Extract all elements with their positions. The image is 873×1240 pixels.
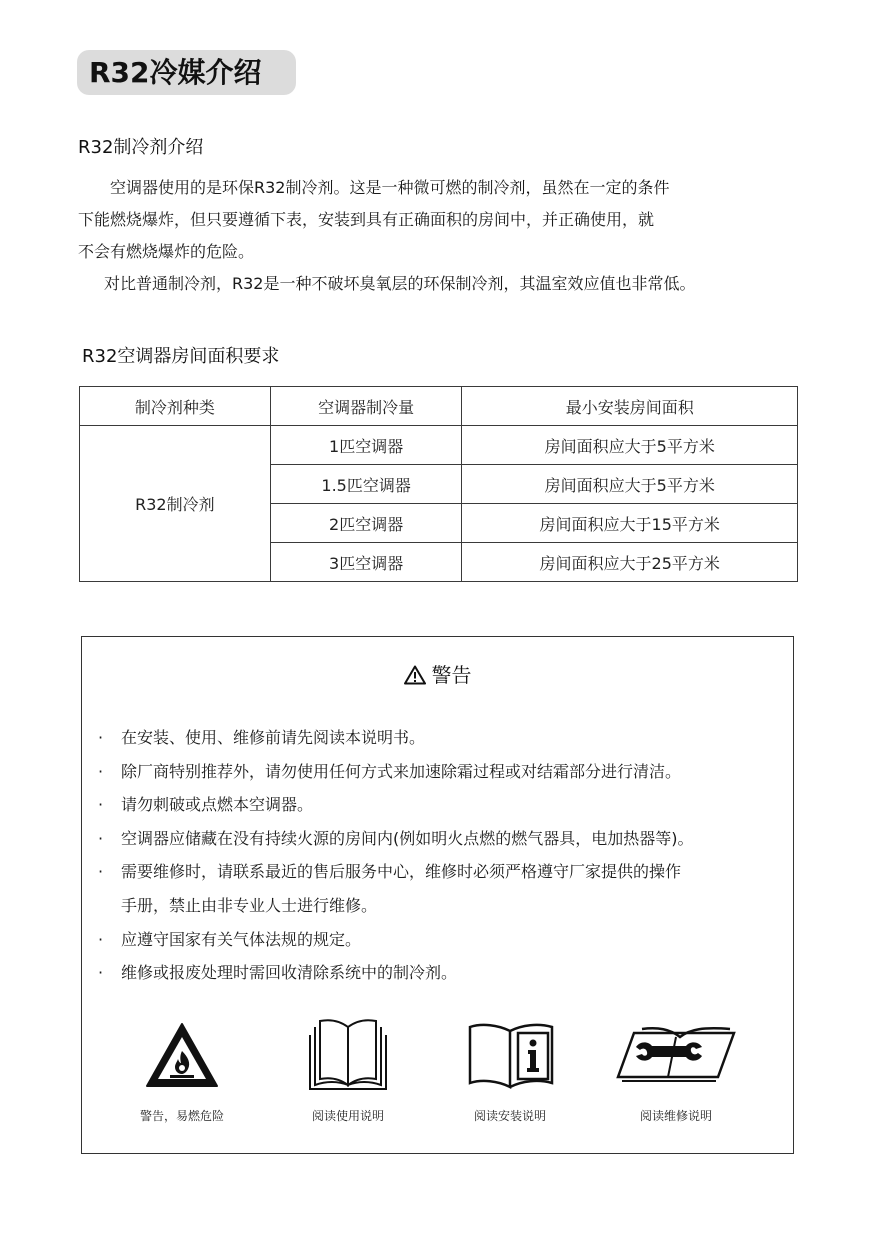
bullet: · [98,862,104,882]
warning-heading [82,659,793,688]
area-cell: 房间面积应大于5平方米 [462,426,798,465]
warning-triangle-icon [404,665,426,685]
room-area-table [79,386,798,582]
table-row [80,426,798,465]
list-item [98,923,788,957]
intro-line-4: 对比普通制冷剂，R32是一种不破坏臭氧层的环保制冷剂，其温室效应值也非常低。 [104,274,696,293]
area-cell: 房间面积应大于5平方米 [462,465,798,504]
list-item [98,855,788,922]
table-header-row [80,387,798,426]
read-manual-icon [304,1017,392,1097]
warning-text: 应遵守国家有关气体法规的规定。 [121,929,362,949]
intro-paragraph [78,172,818,300]
warning-text: 空调器应储藏在没有持续火源的房间内(例如明火点燃的燃气器具，电加热器等)。 [121,828,694,848]
warning-text: 手册，禁止由非专业人士进行维修。 [121,895,378,915]
bullet: · [98,929,104,949]
refrigerant-cell: R32制冷剂 [80,426,271,582]
header-min-area: 最小安装房间面积 [462,387,798,426]
flammable-warning-icon [144,1021,220,1093]
warning-text: 维修或报废处理时需回收清除系统中的制冷剂。 [121,963,458,983]
intro-line-2: 下能燃烧爆炸，但只要遵循下表，安装到具有正确面积的房间中，并正确使用，就 [78,210,655,229]
bullet: · [98,728,104,747]
warning-text: 请勿刺破或点燃本空调器。 [121,795,314,815]
icon-label-service-manual: 阅读维修说明 [639,1109,712,1123]
area-cell: 房间面积应大于15平方米 [462,504,798,543]
section-heading-area: R32空调器房间面积要求 [82,346,280,367]
capacity-cell: 1.5匹空调器 [270,465,462,504]
warning-text: 除厂商特别推荐外，请勿使用任何方式来加速除霜过程或对结霜部分进行清洁。 [121,761,682,781]
area-cell: 房间面积应大于25平方米 [462,543,798,582]
list-item [98,755,788,789]
intro-line-3: 不会有燃烧爆炸的危险。 [78,242,255,261]
page-title: R32冷媒介绍 [77,50,296,95]
list-item [98,956,788,990]
service-manual-icon [614,1023,738,1089]
capacity-cell: 2匹空调器 [270,504,462,543]
list-item [98,822,788,856]
capacity-cell: 1匹空调器 [270,426,462,465]
warning-text: 在安装、使用、维修前请先阅读本说明书。 [121,728,426,747]
bullet: · [98,828,104,848]
warning-text: 需要维修时，请联系最近的售后服务中心，维修时必须严格遵守厂家提供的操作 [121,862,682,882]
bullet: · [98,795,104,815]
warning-list [98,721,788,990]
icon-label-install-manual: 阅读安装说明 [473,1109,546,1123]
icon-label-flammable: 警告，易燃危险 [139,1109,224,1123]
bullet: · [98,963,104,983]
section-heading-intro: R32制冷剂介绍 [78,137,204,158]
bullet: · [98,761,104,781]
intro-line-1: 空调器使用的是环保R32制冷剂。这是一种微可燃的制冷剂，虽然在一定的条件 [110,178,670,197]
list-item [98,788,788,822]
warning-title: 警告 [431,663,472,687]
info-manual-icon [466,1021,556,1093]
header-refrigerant: 制冷剂种类 [80,387,271,426]
warning-box [81,636,794,1154]
list-item [98,721,788,755]
capacity-cell: 3匹空调器 [270,543,462,582]
header-capacity: 空调器制冷量 [270,387,462,426]
icon-label-read-manual: 阅读使用说明 [311,1109,384,1123]
